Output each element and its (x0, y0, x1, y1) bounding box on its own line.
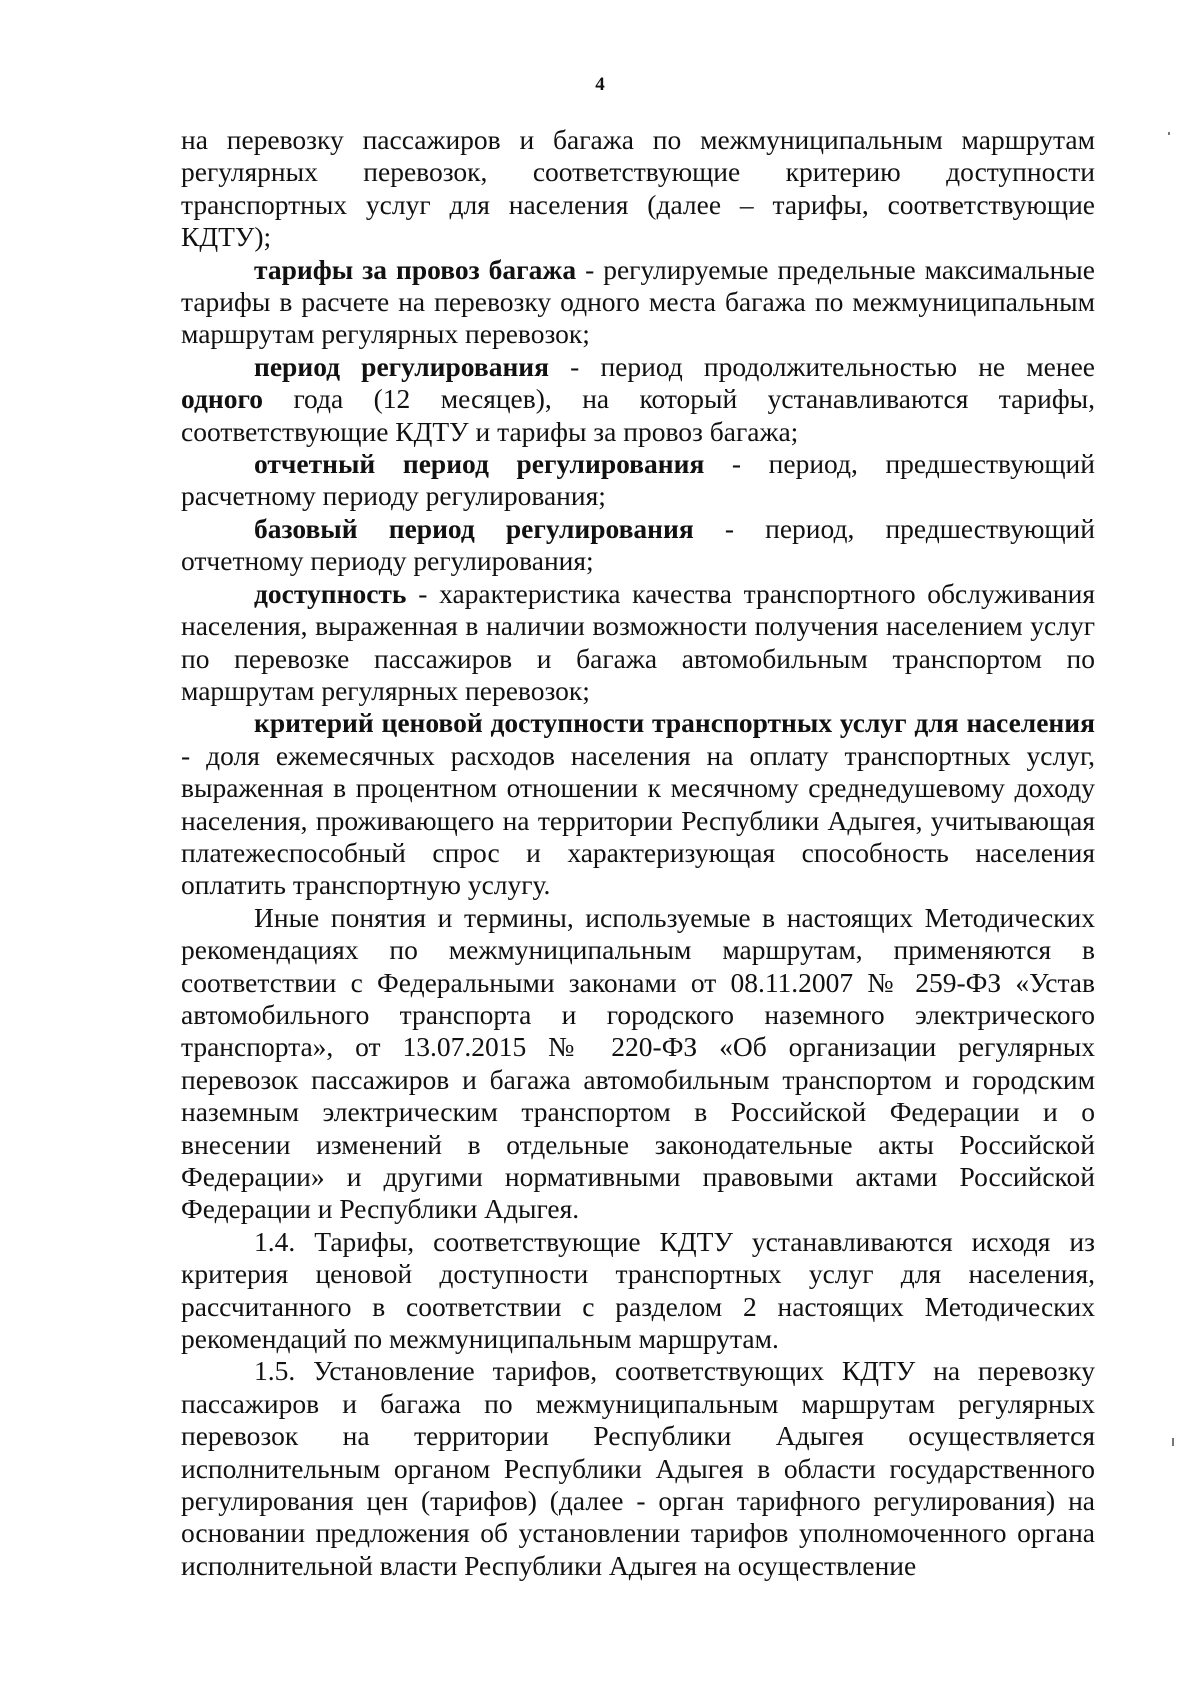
paragraph-accessibility (181, 578, 1095, 708)
definition-text: - период продолжительностью не менее (549, 350, 1095, 382)
paragraph-tariffs-kdtu-continued: на перевозку пассажиров и багажа по межмуниципальным маршрутам регулярных перевозок, соответствующие критерию доступности транспортных услуг для населения (далее – тарифы, соответствующие КДТУ); (181, 124, 1095, 253)
term-regulation-period: период регулирования (254, 350, 550, 382)
paragraph-regulation-period (181, 351, 1095, 448)
definition-text: - характеристика качества транспортного обслуживания населения, выраженная в наличии возможности получения населением услуг по перевозке пассажиров и багажа автомобильным транспортом по маршрутам регулярных перевозок; (181, 577, 1095, 706)
term-price-accessibility-criterion: критерий ценовой доступности транспортных услуг для населения (254, 707, 1095, 739)
paragraph-price-accessibility-criterion (181, 707, 1095, 901)
document-body (181, 124, 1095, 1582)
paragraph-reporting-period (181, 448, 1095, 513)
paragraph-other-terms: Иные понятия и термины, используемые в настоящих Методических рекомендациях по межмуниципальным маршрутам, применяются в соответствии с Федеральными законами от 08.11.2007 № 259-ФЗ «Устав автомобильного транспорта и городского наземного электрического транспорта», от 13.07.2015 № 220-ФЗ «Об организации регулярных перевозок пассажиров и багажа автомобильным транспортом и городским наземным электрическим транспортом в Российской Федерации и о внесении изменений в отдельные законодательные акты Российской Федерации» и другими нормативными правовыми актами Российской Федерации и Республики Адыгея. (181, 901, 1095, 1225)
paragraph-base-period (181, 513, 1095, 578)
definition-text: - период, предшествующий расчетному периоду регулирования; (181, 448, 1095, 512)
definition-text: - регулируемые предельные максимальные тарифы в расчете на перевозку одного места багажа по межмуниципальным маршрутам регулярных перевозок; (181, 253, 1095, 350)
paragraph-section-1-5: 1.5. Установление тарифов, соответствующих КДТУ на перевозку пассажиров и багажа по межмуниципальным маршрутам регулярных перевозок на территории Республики Адыгея осуществляется исполнительным органом Республики Адыгея в области государственного регулирования цен (тарифов) (далее - орган тарифного регулирования) на основании предложения об установлении тарифов уполномоченного органа исполнительной власти Республики Адыгея на осуществление (181, 1355, 1095, 1581)
term-one-year: одного (181, 383, 264, 415)
paragraph-section-1-4: 1.4. Тарифы, соответствующие КДТУ устанавливаются исходя из критерия ценовой доступности транспортных услуг для населения, рассчитанного в соответствии с разделом 2 настоящих Методических рекомендаций по межмуниципальным маршрутам. (181, 1225, 1095, 1355)
term-baggage-tariffs: тарифы за провоз багажа (254, 253, 577, 285)
paragraph-baggage-tariffs (181, 254, 1095, 351)
definition-text: года (12 месяцев), на который устанавливаются тарифы, соответствующие КДТУ и тарифы за провоз багажа; (181, 383, 1095, 447)
definition-text: - период, предшествующий отчетному периоду регулирования; (181, 512, 1095, 577)
scan-mark (1168, 132, 1170, 135)
term-reporting-period: отчетный период регулирования (254, 448, 705, 480)
definition-text: - доля ежемесячных расходов населения на оплату транспортных услуг, выраженная в процентном отношении к месячному среднедушевому доходу населения, проживающего на территории Республики Адыгея, учитывающая платежеспособный спрос и характеризующая способность населения оплатить транспортную услугу. (181, 739, 1095, 901)
scan-mark (1172, 1438, 1174, 1446)
page-number: 4 (595, 74, 605, 95)
term-base-period: базовый период регулирования (254, 512, 694, 544)
term-accessibility: доступность (254, 577, 407, 609)
